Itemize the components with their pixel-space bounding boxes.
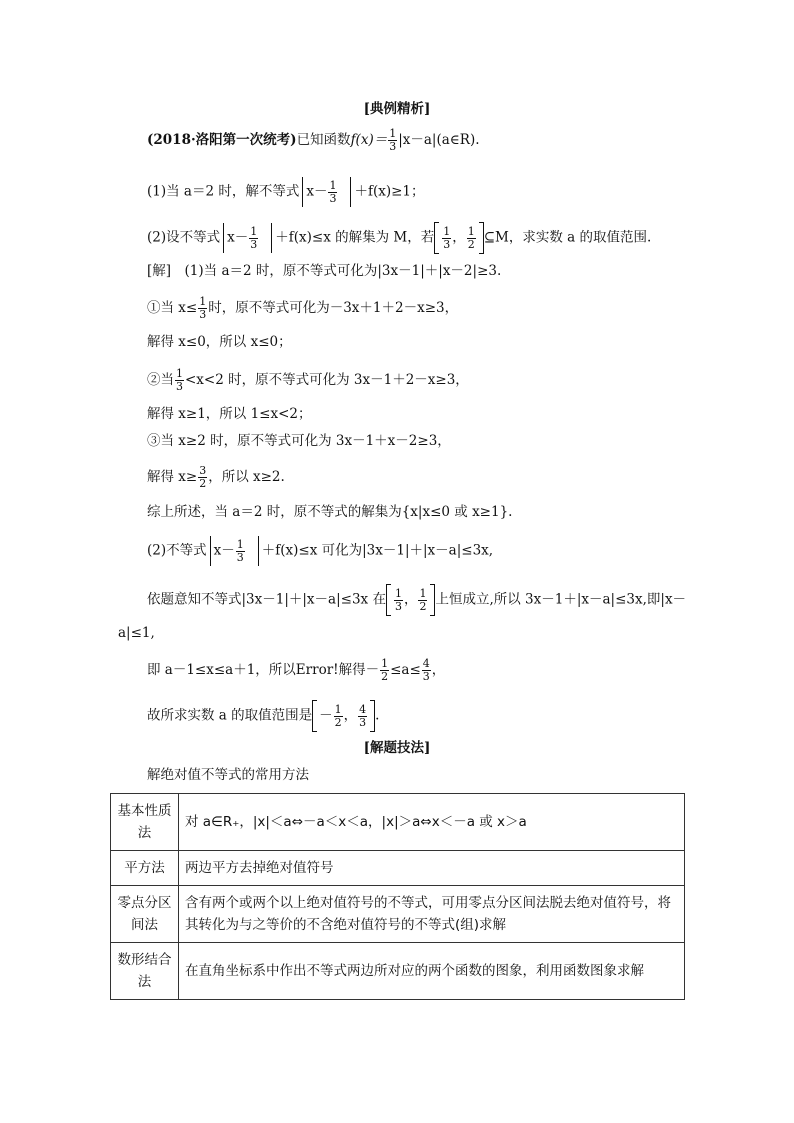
table-title: 解绝对值不等式的常用方法	[147, 767, 309, 783]
solution-line-13: 故所求实数 a 的取值范围是 － $\frac{1}{2}$ ， $\frac{4}{3}$ .	[147, 700, 379, 732]
method-desc: 在直角坐标系中作出不等式两边所对应的两个函数的图象，利用函数图象求解	[179, 943, 685, 1000]
method-name: 数形结合法	[111, 943, 179, 1000]
table-row	[111, 943, 685, 1000]
solution-line-3: 解得 x≤0，所以 x≤0；	[147, 334, 292, 350]
method-desc: 对 a∈R₊，|x|＜a⇔－a＜x＜a，|x|＞a⇔x＜－a 或 x＞a	[179, 794, 685, 851]
solution-line-7: 解得 x≥ $\frac{3}{2}$ ，所以 x≥2.	[147, 464, 285, 490]
method-name: 基本性质法	[111, 794, 179, 851]
solution-line-1: [解] (1)当 a＝2 时，原不等式可化为|3x－1|＋|x－2|≥3.	[147, 263, 502, 279]
problem-part2: (2)设不等式 x－ $\frac{1}{3}$ ＋f(x)≤x 的解集为 M，若 $\frac{1}{3}$ ， $\frac{1}{2}$ ⊆M，求实数 a 的取值范围.	[147, 222, 651, 254]
solution-line-10: 依题意知不等式|3x－1|＋|x－a|≤3x 在 $\frac{1}{3}$ ， $\frac{1}{2}$ 上恒成立,所以 3x－1＋|x－a|≤3x,即|x－	[147, 584, 686, 616]
solution-line-12: 即 a－1≤x≤a＋1，所以Error!解得－ $\frac{1}{2}$ ≤a≤ $\frac{4}{3}$ ，	[147, 657, 446, 683]
solution-line-2: ①当 x≤ $\frac{1}{3}$ 时，原不等式可化为－3x＋1＋2－x≥3，	[147, 295, 459, 321]
problem-intro: 已知函数	[296, 132, 351, 148]
solution-line-4: ②当 $\frac{1}{3}$ <x<2 时，原不等式可化为 3x－1＋2－x≥3，	[147, 367, 469, 393]
problem-part1: (1)当 a＝2 时，解不等式 x－ $\frac{1}{3}$ ＋f(x)≥1；	[147, 177, 425, 207]
table-row	[111, 886, 685, 943]
method-desc: 两边平方去掉绝对值符号	[179, 851, 685, 886]
table-row	[111, 851, 685, 886]
problem-tail: |x－a|(a∈R).	[398, 132, 480, 148]
solution-line-6: ③当 x≥2 时，原不等式可化为 3x－1＋x－2≥3，	[147, 433, 451, 449]
methods-table	[110, 793, 685, 1000]
problem-source: (2018·洛阳第一次统考)	[147, 132, 297, 148]
method-desc: 含有两个或两个以上绝对值符号的不等式，可用零点分区间法脱去绝对值符号，将其转化为与之等价的不含绝对值符号的不等式(组)求解	[179, 886, 685, 943]
method-name: 平方法	[111, 851, 179, 886]
section-heading-techniques: [解题技法]	[363, 740, 431, 756]
solution-line-11: a|≤1,	[118, 625, 155, 641]
solution-line-5: 解得 x≥1，所以 1≤x<2；	[147, 406, 312, 422]
table-row	[111, 794, 685, 851]
fraction: $\frac{1}{3}$	[389, 127, 397, 153]
solution-line-9: (2)不等式 x－ $\frac{1}{3}$ ＋f(x)≤x 可化为|3x－1|＋|x－a|≤3x,	[147, 536, 493, 566]
solution-line-8: 综上所述，当 a＝2 时，原不等式的解集为{x|x≤0 或 x≥1}.	[147, 504, 513, 520]
problem-stem	[147, 128, 480, 153]
method-name: 零点分区间法	[111, 886, 179, 943]
section-heading-examples: [典例精析]	[363, 101, 431, 117]
function-name: f(x)＝	[350, 132, 388, 148]
